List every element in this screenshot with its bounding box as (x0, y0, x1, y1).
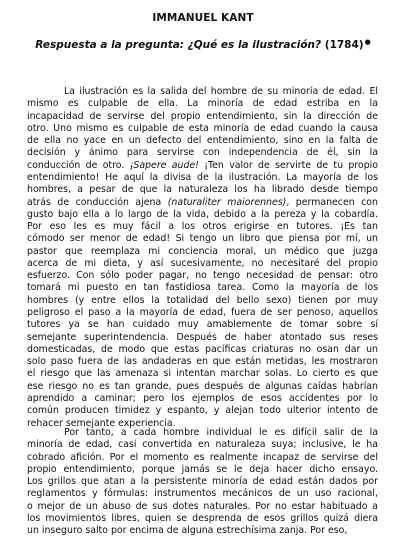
text-run: ¡Ten valor de servirte de tu propio (198, 159, 378, 171)
text-run: mismo es culpable de ella. La minoría de edad estriba en la (27, 98, 378, 110)
title-text: Respuesta a la pregunta: ¿Qué es la ilustración? (35, 39, 322, 51)
text-line (27, 381, 378, 393)
text-run: decisión y ánimo para servirse con independencia de él, sin la (27, 147, 378, 159)
text-run: semejante superintendencia. Después de haber atontado sus reses (27, 331, 378, 343)
text-run: de ella no yace en un defecto del entendimiento, sino en la falta de (27, 135, 378, 147)
text-line (27, 111, 378, 123)
text-line (27, 501, 378, 513)
text-line (27, 221, 378, 233)
italic-phrase: ¡Sapere aude! (129, 159, 199, 171)
text-line (27, 344, 378, 356)
text-run: esfuerzo. Con sólo poder pagar, no tengo necesidad de pensar: otro (27, 270, 378, 282)
text-run: gusto bajo ella a lo largo de la vida, debido a la pereza y la cobardía. (27, 208, 378, 220)
text-run: entendimiento! He aquí la divisa de la ilustración. La mayoría de los (27, 171, 378, 183)
text-line (64, 86, 378, 98)
text-line (64, 427, 378, 439)
text-run: aprendido a caminar; pero los ejemplos de esos accidentes por lo (27, 393, 378, 404)
text-run: Por tanto, a cada hombre individual le es difícil salir de la (64, 427, 378, 438)
text-line (27, 368, 378, 380)
title-year: (1784) (324, 39, 364, 51)
text-run: cómodo ser menor de edad! Si tengo un libro que piensa por mí, un (27, 233, 378, 245)
document-title (0, 39, 406, 51)
text-line (27, 135, 378, 147)
text-run: domesticadas, de modo que estas pacíficas criaturas no osan dar un (27, 343, 378, 355)
text-run: otro. Uno mismo es culpable de esta minoría de edad cuando la causa (27, 122, 378, 134)
text-line (27, 405, 378, 417)
text-line (27, 356, 378, 368)
text-run: acerca de mi dieta, y así sucesivamente, no necesitaré del propio (27, 257, 378, 269)
text-line (27, 439, 378, 451)
text-run: solo paso fuera de las andaderas en que están metidas, les mostraron (27, 356, 378, 368)
author-heading: IMMANUEL KANT (152, 12, 254, 24)
italic-phrase: (naturaliter maiorennes) (167, 196, 287, 208)
text-line (27, 452, 378, 464)
text-line (27, 184, 378, 196)
text-line (27, 393, 378, 405)
text-run: ese riesgo no es tan grande, pues después de algunas caídas habrían (27, 380, 378, 392)
text-line (27, 488, 378, 500)
text-run: hombres (y entre ellos la totalidad del bello sexo) tienen por muy (27, 294, 378, 306)
text-run: rehacer semejante experiencia. (27, 417, 176, 429)
text-run: atrás de conducción ajena (27, 196, 168, 208)
text-run: tutores ya se han cuidado muy amablemente de tomar sobre sí (27, 319, 378, 331)
text-run: hombres, a pesar de que la naturaleza los ha librado desde tiempo (27, 184, 378, 196)
text-run: , permanecen con (286, 196, 378, 208)
text-line (27, 525, 378, 537)
text-run: propio entendimiento, porque jamás se le deja hacer dicho ensayo. (27, 463, 378, 475)
text-run: o mejor de un abuso de sus dotes naturales. Por no estar habituado a (27, 500, 378, 512)
text-run: minoría de edad, casi convertida en naturaleza suya; inclusive, le ha (27, 439, 378, 451)
text-line (27, 209, 378, 221)
text-line (27, 332, 378, 344)
text-run: pastor que reemplaza mi conciencia moral, un médico que juzga (27, 245, 378, 257)
text-run: Por eso les es muy fácil a los otros erigirse en tutores. ¡Es tan (27, 221, 378, 233)
text-line (27, 98, 378, 110)
text-line (27, 197, 378, 209)
text-run: cobrado afición. Por el momento es realmente incapaz de servirse del (27, 451, 378, 463)
footnote-marker: ● (364, 38, 371, 46)
text-line (27, 282, 378, 294)
text-line (27, 123, 378, 135)
text-line (27, 233, 378, 245)
text-line (27, 172, 378, 184)
text-run: peligroso el paso a la mayoría de edad, fuera de ser penoso, aquellos (27, 307, 378, 319)
text-run: incapacidad de servirse del propio entendimiento, sin la dirección de (27, 110, 378, 122)
text-line (27, 476, 378, 488)
text-line (27, 270, 378, 282)
text-line (27, 258, 378, 270)
text-line (27, 147, 378, 159)
text-run: común producen timidez y espanto, y alejan todo ulterior intento de (27, 405, 378, 417)
text-run: Los grillos que atan a la persistente minoría de edad están dados por (27, 476, 378, 488)
text-line (27, 295, 378, 307)
text-line (27, 307, 378, 319)
text-run: un inseguro salto por encima de alguna estrechísima zanja. Por eso, (27, 525, 348, 537)
text-run: el riesgo que las amenaza si intentan marchar solas. Lo cierto es que (27, 368, 378, 380)
text-line (27, 246, 378, 258)
text-line (27, 160, 378, 172)
text-run: tomará mi puesto en tan fastidiosa tarea. Como la mayoría de los (27, 282, 378, 294)
text-run: La ilustración es la salida del hombre de su minoría de edad. El (64, 86, 378, 97)
text-run: los movimientos libres, quien se desprenda de esos grillos quizá diera (27, 512, 378, 524)
text-line (27, 464, 378, 476)
text-run: conducción de otro. (27, 159, 130, 171)
text-line (27, 319, 378, 331)
text-run: reglamentos y fórmulas: instrumentos mecánicos de un uso racional, (27, 488, 378, 500)
text-line (27, 513, 378, 525)
